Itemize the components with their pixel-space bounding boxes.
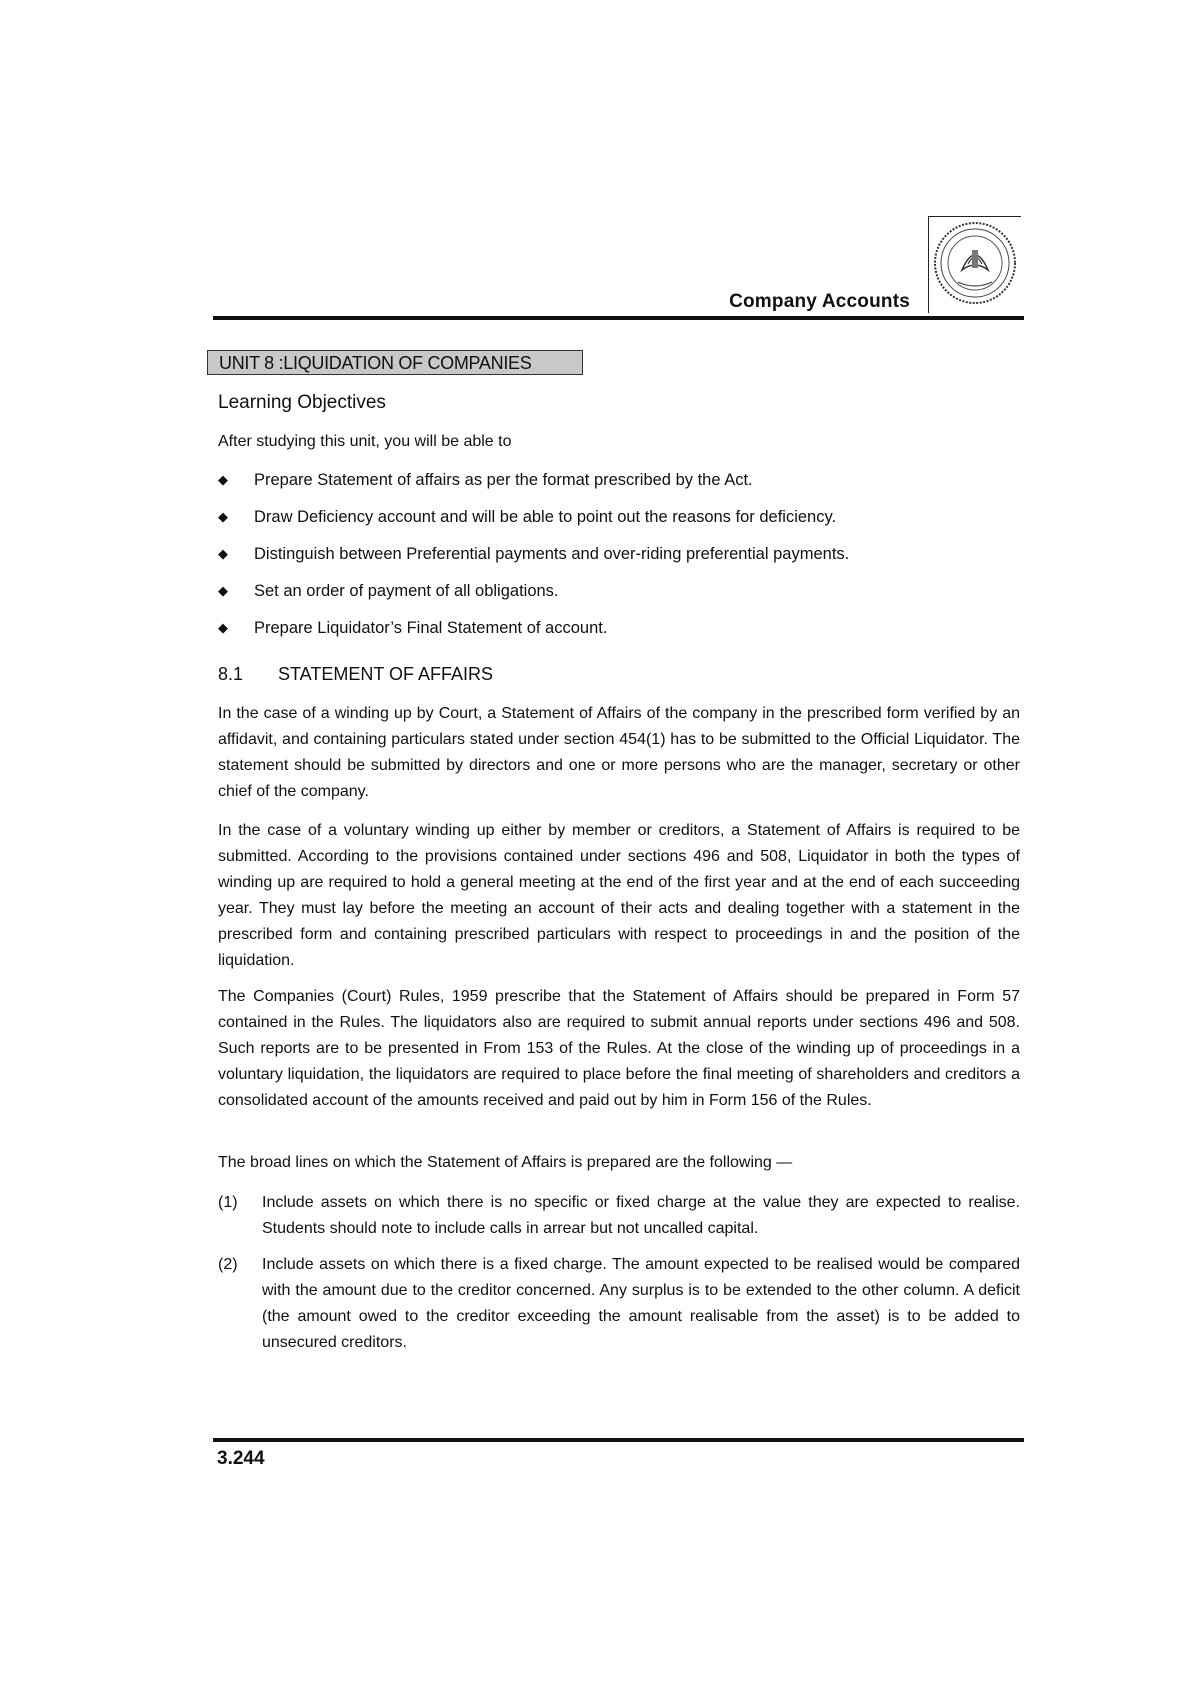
diamond-bullet-icon: ◆ bbox=[218, 509, 228, 524]
objective-text: Prepare Statement of affairs as per the format prescribed by the Act. bbox=[254, 471, 753, 489]
paragraph: The broad lines on which the Statement of Affairs is prepared are the following — bbox=[218, 1154, 793, 1171]
list-item bbox=[218, 1190, 1020, 1242]
list-item bbox=[218, 544, 1020, 581]
page-number: 3.244 bbox=[217, 1448, 265, 1469]
objectives-intro: After studying this unit, you will be able to bbox=[218, 433, 512, 450]
header-rule bbox=[213, 316, 1024, 320]
item-text: Include assets on which there is no specific or fixed charge at the value they are expected to realise. Students should note to include calls in arrear but not uncalled capital. bbox=[262, 1194, 1020, 1237]
section-number: 8.1 bbox=[218, 664, 244, 684]
item-number: (1) bbox=[218, 1194, 238, 1211]
list-item bbox=[218, 581, 1020, 618]
objective-text: Set an order of payment of all obligations. bbox=[254, 582, 559, 600]
diamond-bullet-icon: ◆ bbox=[218, 620, 228, 635]
numbered-list bbox=[218, 1190, 1020, 1366]
running-header-title: Company Accounts bbox=[729, 291, 910, 312]
paragraph: In the case of a voluntary winding up either by member or creditors, a Statement of Affairs is required to be submitted. According to the provisions contained under sections 496 and 508, Liquidator in both the types of winding up are required to hold a general meeting at the end of the first year and at the end of each succeeding year. They must lay before the meeting an account of their acts and dealing together with a statement in the prescribed form and containing prescribed particulars with respect to proceedings in and the position of the liquidation. bbox=[218, 822, 1020, 969]
section-title: STATEMENT OF AFFAIRS bbox=[278, 664, 494, 684]
item-number: (2) bbox=[218, 1256, 238, 1273]
learning-objectives-heading: Learning Objectives bbox=[218, 392, 386, 413]
institute-seal-logo bbox=[928, 216, 1021, 313]
objective-text: Distinguish between Preferential payments and over-riding preferential payments. bbox=[254, 545, 850, 563]
diamond-bullet-icon: ◆ bbox=[218, 472, 228, 487]
item-text: Include assets on which there is a fixed charge. The amount expected to be realised would be compared with the amount due to the creditor concerned. Any surplus is to be extended to the other column. A deficit (the amount owed to the creditor exceeding the amount realisable from the asset) is to be added to unsecured creditors. bbox=[262, 1256, 1020, 1351]
diamond-bullet-icon: ◆ bbox=[218, 583, 228, 598]
list-item bbox=[218, 507, 1020, 544]
objectives-list bbox=[218, 470, 1020, 655]
footer-rule bbox=[213, 1438, 1024, 1442]
objective-text: Draw Deficiency account and will be able to point out the reasons for deficiency. bbox=[254, 508, 837, 526]
diamond-bullet-icon: ◆ bbox=[218, 546, 228, 561]
section-heading bbox=[218, 664, 1020, 685]
list-item bbox=[218, 618, 1020, 655]
list-item bbox=[218, 1252, 1020, 1356]
paragraph: The Companies (Court) Rules, 1959 prescribe that the Statement of Affairs should be prepared in Form 57 contained in the Rules. The liquidators also are required to submit annual reports under sections 496 and 508. Such reports are to be presented in From 153 of the Rules. At the close of the winding up of proceedings in a voluntary liquidation, the liquidators are required to place before the final meeting of shareholders and creditors a consolidated account of the amounts received and paid out by him in Form 156 of the Rules. bbox=[218, 988, 1020, 1109]
list-item bbox=[218, 470, 1020, 507]
seal-emblem-icon bbox=[932, 220, 1018, 306]
paragraph: In the case of a winding up by Court, a Statement of Affairs of the company in the prescribed form verified by an affidavit, and containing particulars stated under section 454(1) has to be submitted to the Official Liquidator. The statement should be submitted by directors and one or more persons who are the manager, secretary or other chief of the company. bbox=[218, 705, 1020, 800]
objective-text: Prepare Liquidator’s Final Statement of account. bbox=[254, 619, 608, 637]
unit-title-box: UNIT 8 :LIQUIDATION OF COMPANIES bbox=[207, 350, 583, 375]
